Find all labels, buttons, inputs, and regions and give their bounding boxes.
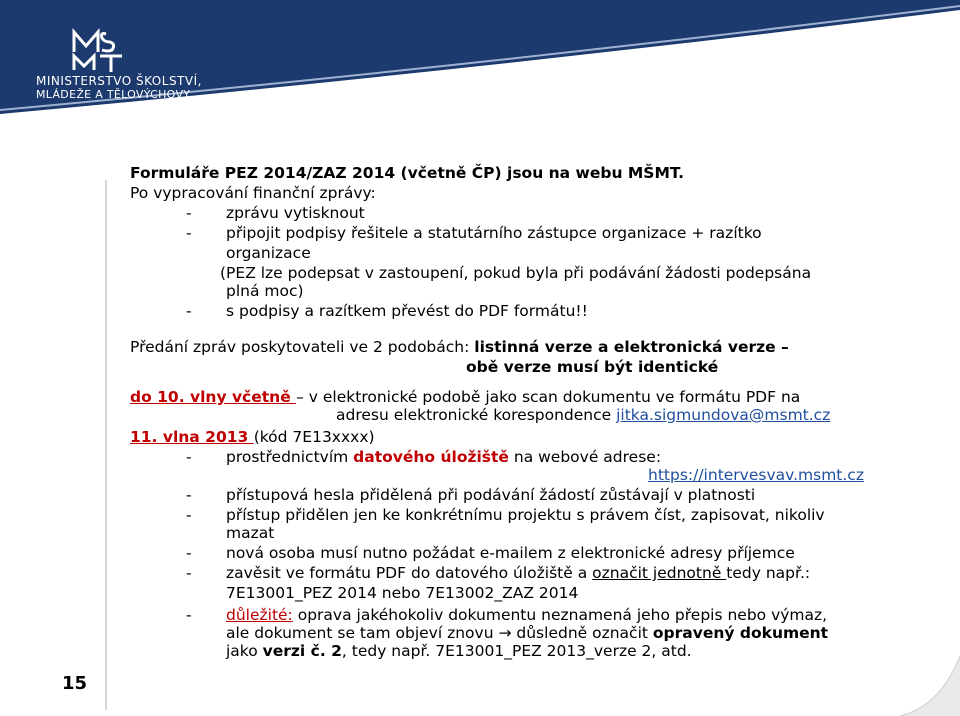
line-convert-pdf: s podpisy a razítkem převést do PDF formátu!! (226, 302, 588, 320)
dash: - (186, 544, 192, 562)
arrow-right-icon: → (498, 624, 512, 642)
upload-text: zavěsit ve formátu PDF do datového úložiště a (226, 564, 593, 582)
line-attach-signatures: připojit podpisy řešitele a statutárního zástupce organizace + razítko (226, 224, 762, 242)
upload-underlined: označit jednotně (592, 564, 727, 582)
line-upload (226, 564, 810, 584)
msmt-monogram-icon (70, 26, 150, 74)
logo-text-line1: MINISTERSTVO ŠKOLSTVÍ, (36, 74, 202, 88)
submission-text: Předání zpráv poskytovateli ve 2 podobách: (130, 338, 475, 356)
dash: - (186, 486, 192, 504)
line-access: přístup přidělen jen ke konkrétnímu projektu s právem číst, zapisovat, nikoliv (226, 506, 825, 524)
upload-text-end: tedy např.: (726, 564, 811, 582)
wave10-text: v elektronické podobě jako scan dokumentu ve formátu PDF na (303, 388, 801, 406)
wave11-code: (kód 7E13xxxx) (253, 428, 375, 446)
wave10-label: do 10. vlny včetně (130, 388, 297, 406)
dash: - (186, 606, 192, 624)
line-storage-url (648, 466, 864, 486)
line-wave10 (130, 388, 800, 408)
line-access-cont: mazat (226, 524, 275, 542)
line-important-end (226, 642, 692, 662)
line-storage (226, 448, 661, 468)
important-cont-bold: opravený dokument (652, 624, 829, 642)
page-curl-decoration (900, 656, 960, 716)
dash: - (186, 448, 192, 466)
line-submission (130, 338, 789, 358)
important-cont-text2: důsledně označit (511, 624, 653, 642)
line-attach-signatures-cont: organizace (226, 244, 311, 262)
line-wave10-address (336, 406, 830, 426)
important-label: důležité: (226, 606, 293, 624)
storage-bold: datového úložiště (353, 448, 509, 466)
line-pez-note-cont: plná moc) (226, 282, 304, 300)
email-link[interactable]: jitka.sigmundova@msmt.cz (616, 406, 831, 424)
dash: - (186, 564, 192, 582)
line-passwords: přístupová hesla přidělená při podávání žádostí zůstávají v platnosti (226, 486, 756, 504)
dash: - (186, 506, 192, 524)
important-end-text2: , tedy např. 7E13001_PEZ 2013_verze 2, atd. (341, 642, 692, 660)
important-cont-text: ale dokument se tam objeví znovu (226, 624, 499, 642)
line-example-codes: 7E13001_PEZ 2014 nebo 7E13002_ZAZ 2014 (226, 584, 579, 602)
address-text: adresu elektronické korespondence (336, 406, 617, 424)
slide-number: 15 (62, 673, 88, 694)
line-important-cont (226, 624, 828, 644)
logo-text-line2: MLÁDEŽE A TĚLOVÝCHOVY (36, 88, 191, 101)
line-after-report: Po vypracování finanční zprávy: (130, 184, 376, 202)
dash: - (186, 224, 192, 242)
storage-text: prostřednictvím (226, 448, 354, 466)
wave11-label: 11. vlna 2013 (130, 428, 254, 446)
submission-bold: listinná verze a elektronická verze – (474, 338, 789, 356)
important-end-text: jako (226, 642, 263, 660)
dash: - (186, 204, 192, 222)
line-important (226, 606, 827, 626)
line-print-report: zprávu vytisknout (226, 204, 365, 222)
important-text: oprava jakéhokoliv dokumentu neznamená jeho přepis nebo výmaz, (292, 606, 828, 624)
storage-text-end: na webové adrese: (508, 448, 662, 466)
msmt-logo (36, 20, 202, 110)
wave10-dash: – (296, 388, 304, 406)
line-forms-info: Formuláře PEZ 2014/ZAZ 2014 (včetně ČP) jsou na webu MŠMT. (130, 164, 684, 182)
important-end-bold: verzi č. 2 (262, 642, 342, 660)
storage-link[interactable]: https://intervesvav.msmt.cz (648, 466, 864, 484)
left-divider (105, 180, 107, 710)
dash: - (186, 302, 192, 320)
line-new-person: nová osoba musí nutno požádat e-mailem z elektronické adresy příjemce (226, 544, 795, 562)
line-identical: obě verze musí být identické (466, 358, 719, 376)
line-wave11 (130, 428, 375, 448)
header-band (0, 0, 960, 114)
line-pez-note: (PEZ lze podepsat v zastoupení, pokud byla při podávání žádosti podepsána (220, 264, 812, 282)
